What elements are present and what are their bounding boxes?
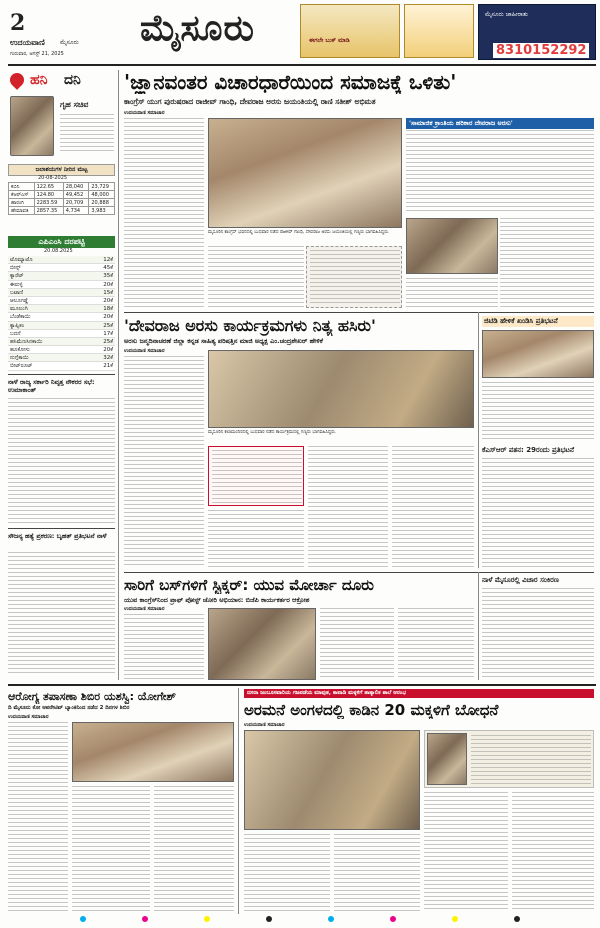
left-column [8,70,115,680]
second-photo-caption: ಮೈಸೂರಿನ ಕಲಾಮಂದಿರದಲ್ಲಿ ಬುಧವಾರ ನಡೆದ ಕಾರ್ಯಕ್ರಮದಲ್ಲಿ ಗಣ್ಯರು ಭಾಗವಹಿಸಿದ್ದರು. [208,430,337,435]
veg-name: ಬೆಂಡೆಕಾಯಿ [10,314,31,321]
veg-row [8,256,115,264]
reservoir-cell-c: 3,983 [89,207,115,215]
right-col-divider [478,312,479,568]
right-box-3-body [482,588,594,680]
reservoir-cell-a: 2283.59 [34,199,63,207]
veg-row [8,264,115,272]
second-body-col1 [124,356,204,568]
veg-name: ಮೂಲಂಗಿ [10,306,28,313]
veg-row [8,330,115,338]
logo-drop-icon [7,70,27,90]
bottom-left-body-3 [154,786,234,912]
veg-price: 32ಕೆ [103,355,113,362]
bottom-right-body-3 [424,792,508,912]
second-body-col2 [208,510,304,568]
bottom-right-photo [244,730,420,830]
bottom-right-sidebar [424,730,594,788]
right-col-divider-2 [478,572,479,680]
ad-center-text: ಈಗಲೇ ಬುಕ್ ಮಾಡಿ [309,37,350,44]
reservoir-cell-a: 122.65 [34,183,63,191]
third-byline: ಉದಯವಾಣಿ ಸಮಾಚಾರ [124,606,165,612]
reservoir-cell-b: 20,709 [63,199,89,207]
reservoir-row [9,183,115,191]
lead-rule [124,312,594,313]
lead-body-col1 [124,118,204,308]
lead-side-body-2 [500,218,594,308]
bottom-divider [238,688,239,914]
ad-right-text: ಮೈಸೂರು ಜಾಹೀರಾತು [485,11,528,18]
reservoir-date: 20-08-2025 [38,175,68,181]
second-subhead: ಅರಸು ಜನ್ಮದಿನಾಚರಣೆ ಜಿಲ್ಲಾ ಕನ್ನಡ ಸಾಹಿತ್ಯ ಪರಿಷತ್ತಿನ ಮಾಜಿ ಅಧ್ಯಕ್ಷ ಎಂ.ಚಂದ್ರಶೇಖರ್ ಹೇಳಿಕೆ [124,337,323,345]
reservoir-cell-name: ಹೇಮಾವತಿ [9,207,35,215]
reservoir-cell-c: 23,729 [89,183,115,191]
paper-name: ಉದಯವಾಣಿ [10,38,45,47]
veg-title: ಎಪಿಎಂಸಿ ದರಪಟ್ಟಿ [8,236,115,248]
veg-row [8,362,115,370]
right-box-1-body [482,382,594,442]
veg-row [8,313,115,321]
quote-box-title: ಗೃಹ ಸಚಿವ [60,100,89,109]
quote-box-text [60,114,114,154]
sidebar-text [471,735,591,785]
reservoir-cell-b: 4,734 [63,207,89,215]
third-headline: ಸಾರಿಗೆ ಬಸ್‌ಗಳಿಗೆ ಸ್ಟಿಕ್ಕರ್: ಯುವ ಮೋರ್ಚಾ ದೂರು [124,576,374,594]
veg-price: 20ಕೆ [103,314,113,321]
veg-name: ಆಲೂಗಡ್ಡೆ [10,297,29,304]
veg-price: 20ಕೆ [103,347,113,354]
second-rule [124,572,594,573]
story-retirees-title: ನಾಳೆ ರಾಜ್ಯ ಸರ್ಕಾರಿ ನಿವೃತ್ತ ನೌಕರರ ಸಭೆ: ಉಮಾಕಾಂತ್ [8,378,95,394]
logo-text-1: ಹನಿ [30,72,48,88]
registration-marks [80,916,520,924]
bottom-section-rule [8,684,596,686]
reservoir-cell-a: 2857.35 [34,207,63,215]
third-body-col1 [124,614,204,680]
right-box-1-title: ಜಿಟಿಡಿ ಹೇಳಿಕೆ ಖಂಡಿಸಿ ಪ್ರತಿಭಟನೆ [482,316,594,327]
date-line: ಗುರುವಾರ, ಆಗಸ್ಟ್ 21, 2025 [10,51,64,57]
veg-date: 20.08.2025 [44,248,73,254]
second-byline: ಉದಯವಾಣಿ ಸಮಾಚಾರ [124,348,165,354]
bottom-right-body-4 [512,792,594,912]
veg-name: ಬೀಟ್‌ರೂಟ್ [10,363,33,370]
bottom-left-photo [72,722,234,782]
third-body-col2 [320,608,394,680]
lead-side-photo [406,218,498,274]
lead-side-body-3 [406,278,498,308]
bottom-right-byline: ಉದಯವಾಣಿ ಸಮಾಚಾರ [244,722,285,728]
veg-row [8,281,115,289]
veg-price: 15ಕೆ [103,289,113,296]
lead-subhead: ಕಾಂಗ್ರೆಸ್ ಯುಗ ಪುರುಷರಾದ ರಾಜೀವ್ ಗಾಂಧಿ, ದೇವರಾಜ ಅರಸು ಜಯಂತಿಯಲ್ಲಿ ರಾಣಿ ಸತೀಶ್ ಅಭಿಮತ [124,97,376,106]
veg-name: ಕ್ಯಾರೆಟ್ [10,273,24,280]
veg-row [8,297,115,305]
reservoir-table [8,182,115,215]
ad-phone: 8310152292 [493,43,589,58]
veg-price: 21ಕೆ [103,363,113,370]
bottom-left-body-1 [8,722,68,912]
lead-photo [208,118,402,228]
reservoir-cell-b: 28,040 [63,183,89,191]
reservoir-row [9,191,115,199]
ad-box-right [478,4,596,60]
bottom-left-byline: ಉದಯವಾಣಿ ಸಮಾಚಾರ [8,714,49,720]
veg-price: 35ಕೆ [103,273,113,280]
veg-price: 25ಕೆ [103,322,113,329]
veg-name: ಬದನೆ [10,330,21,337]
veg-row [8,322,115,330]
veg-list [8,256,115,371]
second-body-col4 [392,446,474,568]
logo-text-2: ದನಿ [64,72,81,88]
second-highlight-box [208,446,304,506]
masthead-rule [8,64,596,66]
third-photo [208,608,316,680]
lead-sidebox-title: 'ಸಾಮಾಜಿಕ ಕ್ರಾಂತಿಯ ಹರಿಕಾರ ದೇವರಾಜ ಅರಸು' [406,118,594,129]
veg-name: ನುಗ್ಗೆಕಾಯಿ [10,355,29,362]
ad-box-mid [404,4,474,58]
reservoir-cell-name: ಹಾರಂಗಿ [9,199,35,207]
right-box-1-photo [482,330,594,378]
right-box-3-title: ನಾಳೆ ಮೈಸೂರಲ್ಲಿ ವಿಚಾರ ಸಂಕಿರಣ [482,576,559,584]
second-body-col3 [308,446,388,568]
reservoir-cell-name: ಕೆಆರ್‌ಎಸ್ [9,191,35,199]
veg-price: 18ಕೆ [103,306,113,313]
veg-row [8,305,115,313]
lead-sidebox-body [406,130,594,214]
veg-name: ಕ್ಯಾಪ್ಸಿಕಂ [10,322,25,329]
ad-box-center [300,4,400,58]
reservoir-row [9,207,115,215]
veg-name: ಬಟಾಣಿ [10,289,24,296]
veg-name: ಈರುಳ್ಳಿ [10,281,23,288]
left-col-divider [118,70,119,680]
veg-name: ಬೀನ್ಸ್ [10,265,21,272]
bottom-left-body-2 [72,786,150,912]
veg-name: ಹಸಿಮೆಣಸಿನಕಾಯಿ [10,338,43,345]
left-rule-1 [8,374,115,375]
bottom-right-kicker: ದಸರಾ ಜಂಬೂಸವಾರಿಯ ಗಜಪಡೆಯ ಮಾವುತ, ಕಾವಾಡಿ ಮಕ್ಕಳಿಗೆ ತಾತ್ಕಾಲಿಕ ಶಾಲೆ ಆರಂಭ [244,689,594,698]
page-number: 2 [10,10,26,36]
lead-body-col2 [208,246,304,308]
veg-row [8,289,115,297]
second-headline: 'ದೇವರಾಜ ಅರಸು ಕಾರ್ಯಕ್ರಮಗಳು ನಿತ್ಯ ಹಸಿರು' [124,316,376,335]
third-subhead: ಯುವ ಕಾಂಗ್ರೆಸ್‌ನಿಂದ ಪ್ರಾಫ್ ಪೋಸ್ಟ್ ಚೋರಿ ಅಭಿಯಾನ: ಬಿಜೆಪಿ ಕಾರ್ಯಕರ್ತರ ಆಕ್ರೋಶ [124,596,310,604]
edition-label: ಮೈಸೂರು [60,39,79,46]
veg-row [8,354,115,362]
reservoir-cell-a: 124.80 [34,191,63,199]
reservoir-cell-c: 48,000 [89,191,115,199]
veg-name: ಟೊಮ್ಯಾಟೊ [10,257,33,263]
veg-price: 45ಕೆ [103,265,113,272]
bottom-right-body-1 [244,834,330,912]
portrait-photo [10,96,54,156]
veg-price: 20ಕೆ [103,297,113,304]
story-protest-title: ಸೌಜನ್ಯ ಹತ್ಯೆ ಪ್ರಕರಣ: ಬೃಹತ್ ಪ್ರತಿಭಟನೆ ನಾಳೆ [8,532,107,540]
reservoir-title: ಜಲಾಶಯಗಳ ನೀರಿನ ಮಟ್ಟ [8,164,115,176]
honey-logo [8,70,115,92]
bottom-right-body-2 [334,834,420,912]
sidebar-photo [427,733,467,785]
lead-photo-caption: ಮೈಸೂರಿನ ಕಾಂಗ್ರೆಸ್ ಭವನದಲ್ಲಿ ಬುಧವಾರ ನಡೆದ ರಾಜೀವ್ ಗಾಂಧಿ, ದೇವರಾಜ ಅರಸು ಜಯಂತಿಯಲ್ಲಿ ಗಣ್ಯರು ಭಾಗವಹಿಸಿದ್ದರು. [208,230,390,235]
veg-name: ಹೂಕೋಸು [10,347,30,354]
right-box-2-title: ಕೆಎಸ್‌ಆರ್ ಪತನ: 29ರಂದು ಪ್ರತಿಭಟನೆ [482,446,575,454]
story-retirees-body [8,398,115,524]
bottom-right-headline: ಅರಮನೆ ಅಂಗಳದಲ್ಲಿ ಕಾಡಿನ 20 ಮಕ್ಕಳಿಗೆ ಬೋಧನೆ [244,701,499,719]
veg-row [8,338,115,346]
reservoir-row [9,199,115,207]
lead-pullquote [306,246,402,308]
veg-row [8,272,115,280]
veg-price: 17ಕೆ [103,330,113,337]
masthead [0,0,600,64]
lead-byline: ಉದಯವಾಣಿ ಸಮಾಚಾರ [124,110,165,116]
veg-price: 12ಕೆ [103,257,113,263]
reservoir-cell-b: 49,452 [63,191,89,199]
reservoir-cell-name: ಕಬಿನಿ [9,183,35,191]
veg-price: 25ಕೆ [103,338,113,345]
lead-headline: 'ಜ್ಞಾನವಂತರ ವಿಚಾರಧಾರೆಯಿಂದ ಸಮಾಜಕ್ಕೆ ಒಳಿತು' [124,70,457,94]
left-rule-2 [8,528,115,529]
third-body-col3 [398,608,474,680]
reservoir-cell-c: 20,888 [89,199,115,207]
veg-row [8,346,115,354]
bottom-left-subhead: ದಿ ಮೈಸೂರು ಕೋ ಆಪರೇಟಿವ್ ಬ್ಯಾಂಕಿನಿಂದ ನಡೆದ 2 ದಿನಗಳ ಶಿಬಿರ [8,705,130,711]
section-title: ಮೈಸೂರು [140,8,255,49]
story-protest-body [8,552,115,676]
right-box-2-body [482,458,594,568]
bottom-left-headline: ಆರೋಗ್ಯ ತಪಾಸಣಾ ಶಿಬಿರ ಯಶಸ್ವಿ: ಯೋಗೇಶ್ [8,690,176,703]
veg-price: 20ಕೆ [103,281,113,288]
second-photo [208,350,474,428]
